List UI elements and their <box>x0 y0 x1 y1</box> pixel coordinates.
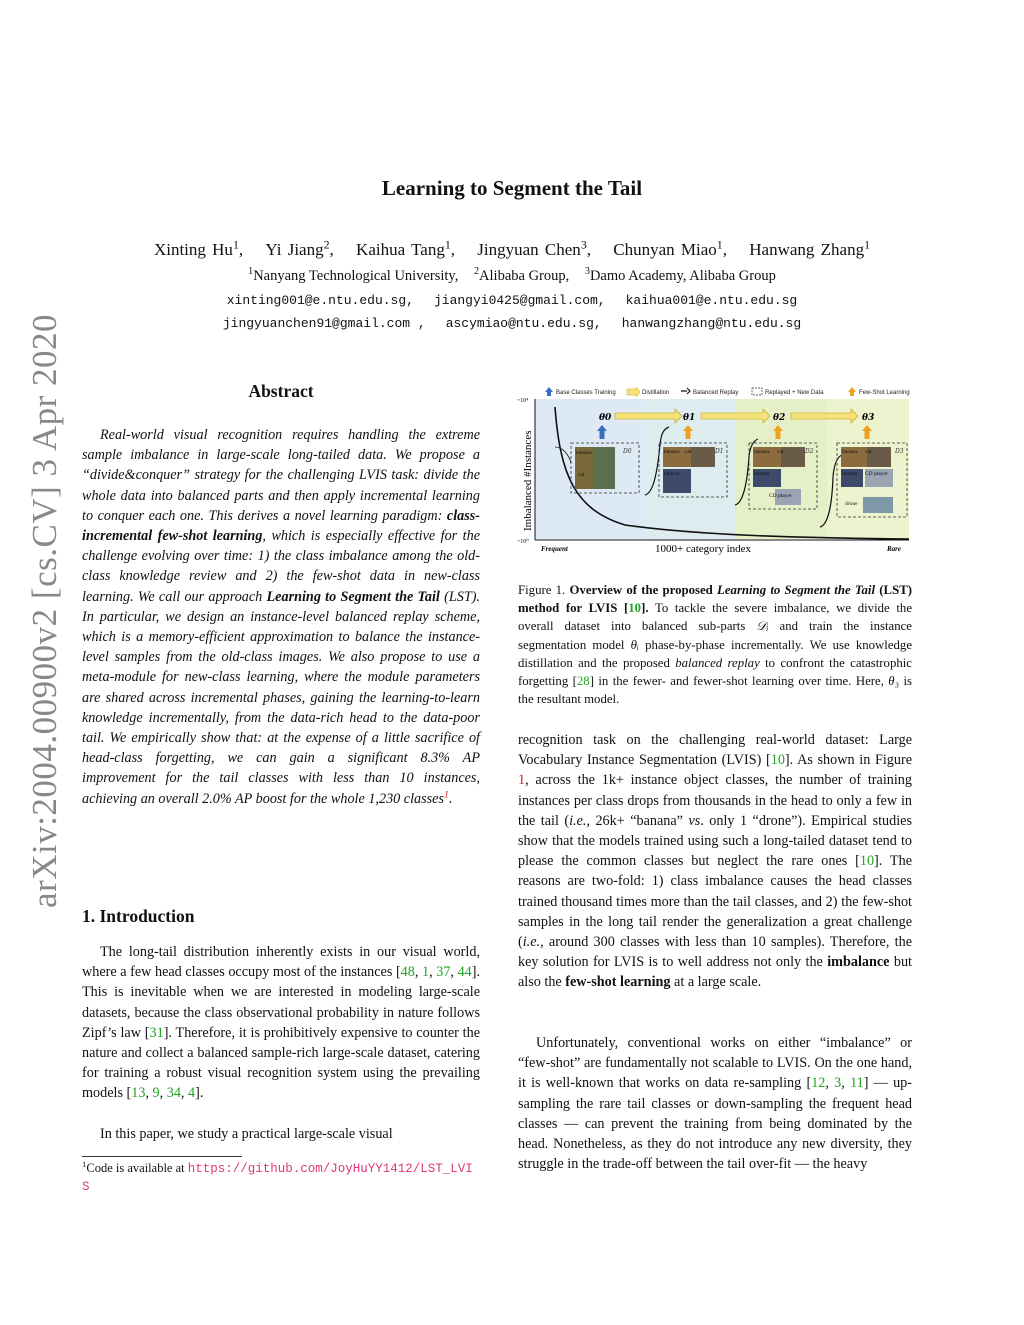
theta-0: θ0 <box>599 413 612 423</box>
dataset-label: D0 <box>623 448 632 455</box>
y-axis-label: Imbalanced #Instances <box>522 430 534 531</box>
tag: banana <box>754 449 770 455</box>
intro-paragraph-2: In this paper, we study a practical large-scale visual <box>100 1126 393 1142</box>
tag: cat <box>865 449 872 455</box>
footnote-rule <box>82 1156 242 1157</box>
right-paragraph-2: Unfortunately, conventional works on either “imbalance” or “few-shot” are fundamentally not scalable to LVIS. On the one hand, it is well-known that works on data re-sampling [12, 3, 11] — up-sampling the rare tail classes or down-sampling the frequent head classes — can prevent the training from being dominated by the head. Nonetheless, as they do not introduce any new diversity, they struggle in the trade-off between the tail over-fit — the heavy <box>518 1035 912 1173</box>
citation[interactable]: 10 <box>628 601 642 616</box>
citation[interactable]: 28 <box>576 674 590 689</box>
theta-3: θ3 <box>862 413 875 423</box>
citation[interactable]: 9 <box>152 1085 160 1102</box>
tag: lantern <box>754 471 770 477</box>
y-axis-top: ~10⁴ <box>517 398 529 404</box>
author: Xinting Hu$^1$, <box>153 237 244 259</box>
citation[interactable]: 11 <box>850 1075 864 1092</box>
author: Hanwang Zhang$^1$ <box>749 237 871 259</box>
citation[interactable]: 1 <box>422 964 430 981</box>
email-line-1: xinting001@e.ntu.edu.sg, jiangyi0425@gmail.com, kaihua001@e.ntu.edu.sg <box>226 293 798 308</box>
author: Yi Jiang$^2$, <box>265 237 334 259</box>
citation[interactable]: 13 <box>131 1085 146 1102</box>
tag: lantern <box>842 471 858 477</box>
legend-distillation: Distillation <box>642 390 670 396</box>
arxiv-stamp: arXiv:2004.00900v2 [cs.CV] 3 Apr 2020 <box>25 313 64 908</box>
citation[interactable]: 3 <box>834 1075 842 1092</box>
code-link[interactable]: https://github.com/JoyHuYY1412/LST_LVIS <box>82 1162 473 1194</box>
citation[interactable]: 10 <box>859 853 875 870</box>
email-line-2: jingyuanchen91@gmail.com , ascymiao@ntu.edu.sg, hanwangzhang@ntu.edu.sg <box>222 316 802 331</box>
tag: cat <box>777 449 784 455</box>
abstract-heading: Abstract <box>248 381 314 401</box>
author: Kaihua Tang$^1$, <box>356 237 456 259</box>
figure-ref[interactable]: 1 <box>518 772 526 789</box>
legend-few-shot: Few-Shot Learning <box>859 390 910 396</box>
y-axis-bottom: ~10⁰ <box>517 539 529 545</box>
paper-title: Learning to Segment the Tail <box>381 176 643 200</box>
figure-1 <box>515 385 911 558</box>
legend-balanced-replay: Balanced Replay <box>693 390 739 396</box>
theta-1: θ1 <box>683 413 696 423</box>
citation[interactable]: 48 <box>400 964 415 981</box>
author-list <box>0 237 1024 260</box>
footnote: $^1$Code is available at https://github.com/JoyHuYY1412/LST_LVIS <box>82 1158 473 1194</box>
tag: banana <box>576 450 592 456</box>
citation[interactable]: 34 <box>166 1085 181 1102</box>
citation[interactable]: 44 <box>457 964 472 981</box>
citation[interactable]: 12 <box>811 1075 826 1092</box>
x-axis-left: Frequent <box>541 545 568 553</box>
figure-1-caption: Figure 1. Overview of the proposed Learning to Segment the Tail (LST) method for LVIS [10]. To tackle the severe imbalance, we divide the overall dataset into balanced sub-parts 𝒟ᵢ and train the instance segmentation model θᵢ phase-by-phase incrementally. We use knowledge distillation and the proposed balanced replay to confront the catastrophic forgetting [28] in the fewer- and fewer-shot learning over time. Here, θ₃ is the resultant model. <box>518 583 913 707</box>
tag: CD player <box>769 493 792 499</box>
tag: CD player <box>865 471 888 477</box>
dataset-label: D2 <box>805 448 814 455</box>
legend-base-training: Base Classes Training <box>556 390 616 396</box>
x-axis-label: 1000+ category index <box>655 543 752 555</box>
section-heading-introduction: 1. Introduction <box>82 906 195 926</box>
tag: banana <box>842 449 858 455</box>
x-axis-right: Rare <box>887 545 901 553</box>
legend-replayed-new: Replayed + New Data <box>765 390 824 396</box>
theta-2: θ2 <box>773 413 786 423</box>
tag: drone <box>845 501 858 507</box>
author: Jingyuan Chen$^3$, <box>477 237 592 259</box>
tag: banana <box>664 449 680 455</box>
dataset-label: D3 <box>895 448 904 455</box>
footnote-mark[interactable]: 1 <box>444 788 449 800</box>
tag: lantern <box>664 471 680 477</box>
tag: cat <box>578 472 585 478</box>
citation[interactable]: 31 <box>149 1024 164 1041</box>
citation[interactable]: 37 <box>436 964 451 981</box>
right-paragraph-1: recognition task on the challenging real-world dataset: Large Vocabulary Instance Segmentation (LVIS) [10]. As shown in Figure 1, across the 1k+ instance object classes, the number of training instances per class drops from thousands in the head to only a few in the tail (i.e., 26k+ “banana” vs. only 1 “drone”). Empirical studies show that the models trained using such a long-tailed dataset tend to please the common classes but neglect the rare ones [10]. The reasons are two-fold: 1) class imbalance causes the head classes trained thousand times more than the tail classes, and 2) the few-shot samples in the long tail render the generalization a great challenge (i.e., around 300 classes with less than 10 samples). Therefore, the key solution for LVIS is to well address not only the imbalance but also the few-shot learning at a large scale. <box>518 732 912 991</box>
citation[interactable]: 10 <box>770 752 785 769</box>
intro-paragraph-1: The long-tail distribution inherently exists in our visual world, where a few head classes occupy most of the instances [48, 1, 37, 44]. This is inevitable when we are interested in modeling large-scale datasets, because the class observational probability in nature follows Zipf’s law [31]. Therefore, it is prohibitively expensive to counter the nature and collect a balanced sample-rich large-scale dataset, catering for training a robust visual recognition system using the prevailing models [13, 9, 34, 4]. <box>82 944 481 1102</box>
dataset-label: D1 <box>715 448 724 455</box>
affiliations: $^1$Nanyang Technological University, $^2$Alibaba Group, $^3$Damo Academy, Alibaba Group <box>248 266 776 284</box>
tag: cat <box>685 449 692 455</box>
author: Chunyan Miao$^1$, <box>613 237 727 259</box>
citation[interactable]: 4 <box>188 1085 196 1102</box>
abstract-text: Real-world visual recognition requires handling the extreme sample imbalance in large-scale long-tailed data. We propose a “divide&conquer” strategy for the challenging LVIS task: divide the whole data into balanced parts and then apply incremental learning to conquer each one. This derives a novel learning paradigm: class-incremental few-shot learning, which is especially effective for the challenge evolving over time: 1) the class imbalance among the old-class knowledge review and 2) the few-shot data in new-class learning. We call our approach Learning to Segment the Tail (LST). In particular, we design an instance-level balanced replay scheme, which is a memory-efficient approximation to balance the instance-level samples from the old-class images. We also propose to use a meta-module for new-class learning, where the module parameters are shared across incremental phases, gaining the learning-to-learn knowledge incrementally, from the data-rich head to the data-poor tail. We empirically show that: at the expense of a little sacrifice of head-class forgetting, we can gain a significant 8.3% AP improvement for the tail classes with less than 10 instances, achieving an overall 2.0% AP boost for the whole 1,230 classes$^1$. <box>82 427 480 807</box>
